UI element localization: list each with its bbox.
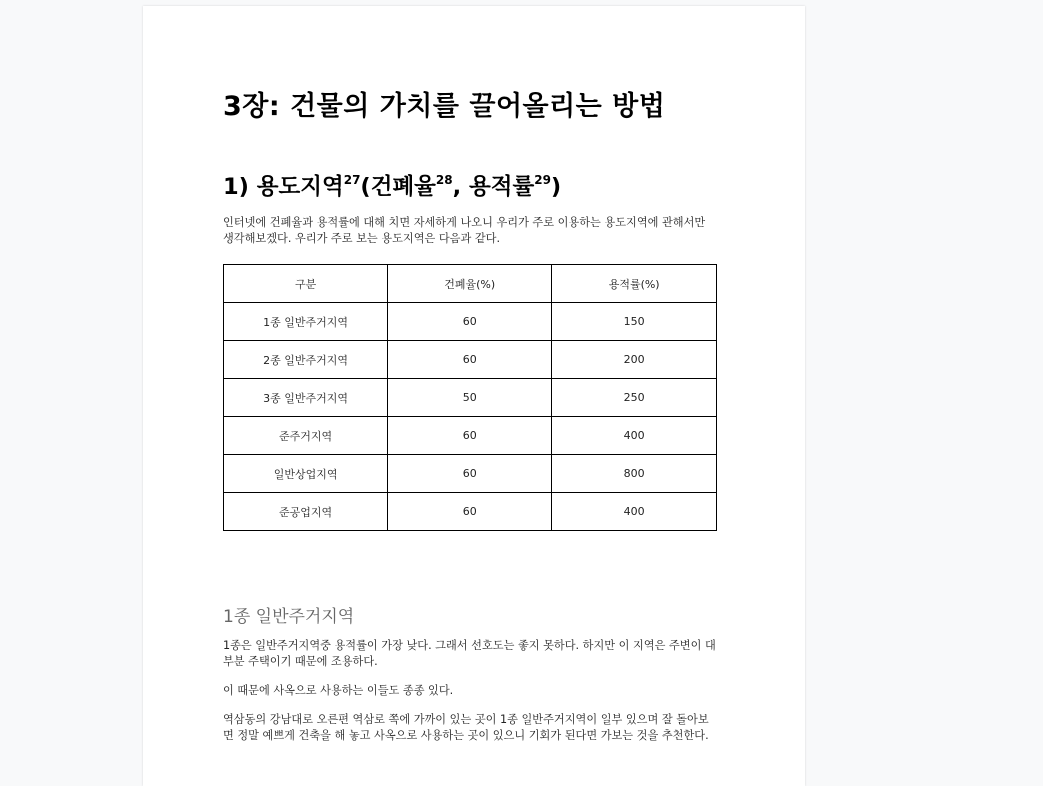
footnote-ref-28[interactable]: 28 [435,173,453,187]
table-row [224,455,717,493]
table-cell: 1종 일반주거지역 [224,303,388,341]
table-row [224,493,717,531]
table-cell: 60 [388,455,552,493]
table-cell: 준주거지역 [224,417,388,455]
table-cell: 250 [552,379,717,417]
zoning-table [223,264,717,531]
section-title [223,169,561,201]
table-cell: 2종 일반주거지역 [224,341,388,379]
table-row [224,379,717,417]
table-cell: 60 [388,417,552,455]
table-cell: 50 [388,379,552,417]
document-page [143,6,805,786]
table-cell: 400 [552,417,717,455]
table-cell: 60 [388,341,552,379]
intro-paragraph: 인터넷에 건폐율과 용적률에 대해 치면 자세하게 나오니 우리가 주로 이용하는 용도지역에 관해서만 생각해보겠다. 우리가 주로 보는 용도지역은 다음과 같다. [223,216,706,245]
body-paragraph: 1종은 일반주거지역중 용적률이 가장 낮다. 그래서 선호도는 좋지 못하다. 하지만 이 지역은 주변이 대부분 주택이기 때문에 조용하다. [223,639,716,668]
table-cell: 일반상업지역 [224,455,388,493]
body-paragraph: 이 때문에 사옥으로 사용하는 이들도 종종 있다. [223,684,454,697]
table-row [224,341,717,379]
footnote-ref-27[interactable]: 27 [343,173,361,187]
table-cell: 200 [552,341,717,379]
body-paragraph: 역삼동의 강남대로 오른편 역삼로 쪽에 가까이 있는 곳이 1종 일반주거지역이 일부 있으며 잘 돌아보면 정말 예쁘게 건축을 해 놓고 사옥으로 사용하는 곳이 있으니 기회가 된다면 가보는 것을 추천한다. [223,713,709,742]
table-header-row [224,265,717,303]
table-cell: 준공업지역 [224,493,388,531]
table-cell: 800 [552,455,717,493]
table-cell: 60 [388,303,552,341]
table-header-cell: 구분 [224,265,388,303]
chapter-title: 3장: 건물의 가치를 끌어올리는 방법 [223,91,666,122]
table-cell: 400 [552,493,717,531]
table-cell: 60 [388,493,552,531]
table-cell: 3종 일반주거지역 [224,379,388,417]
table-row [224,417,717,455]
section-title-text: , 용적률 [452,174,535,200]
section-title-text: 1) 용도지역 [223,174,344,200]
table-header-cell: 건폐율(%) [388,265,552,303]
section-title-text: ) [550,174,562,200]
footnote-ref-29[interactable]: 29 [534,173,551,187]
section-title-text: (건폐율 [360,174,436,200]
table-row [224,303,717,341]
table-header-cell: 용적률(%) [552,265,717,303]
subsection-title: 1종 일반주거지역 [223,607,355,627]
table-cell: 150 [552,303,717,341]
